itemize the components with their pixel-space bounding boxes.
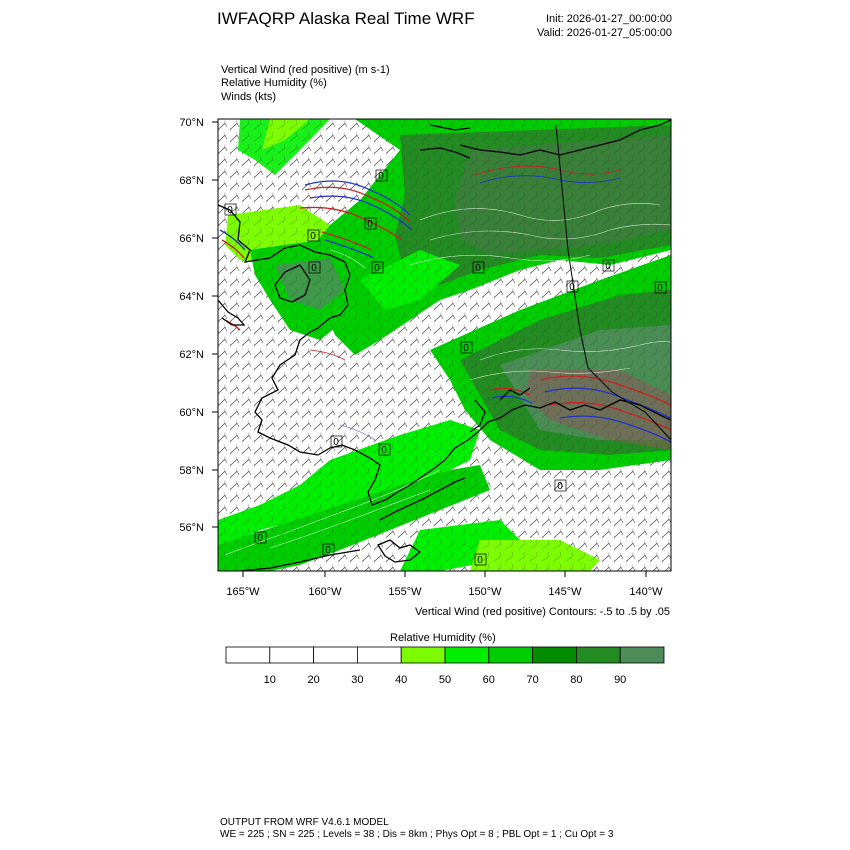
rh-colorbar — [226, 647, 664, 686]
contour-label: 0 — [378, 171, 384, 182]
colorbar-swatch — [489, 647, 533, 663]
lat-label: 58°N — [179, 465, 204, 477]
colorbar-swatch — [445, 647, 489, 663]
lon-label: 150°W — [468, 586, 502, 598]
colorbar-label: 60 — [482, 674, 495, 686]
colorbar-label: 20 — [307, 674, 320, 686]
valid-time: Valid: 2026-01-27_05:00:00 — [537, 27, 672, 39]
lon-label: 160°W — [308, 586, 342, 598]
colorbar-swatch — [270, 647, 314, 663]
contour-label: 0 — [333, 437, 339, 448]
colorbar-title: Relative Humidity (%) — [390, 632, 496, 644]
contour-label: 0 — [367, 219, 373, 230]
contour-label: 0 — [605, 261, 611, 272]
lon-label: 155°W — [388, 586, 422, 598]
contour-label: 0 — [325, 545, 331, 556]
contour-label: 0 — [374, 263, 380, 274]
colorbar-swatch — [533, 647, 577, 663]
model-info-line1: OUTPUT FROM WRF V4.6.1 MODEL — [220, 817, 389, 828]
lon-labels — [226, 586, 663, 598]
colorbar-swatch — [576, 647, 620, 663]
lat-label: 56°N — [179, 522, 204, 534]
colorbar-label: 10 — [263, 674, 276, 686]
colorbar-swatch — [226, 647, 270, 663]
lat-label: 68°N — [179, 175, 204, 187]
contour-note: Vertical Wind (red positive) Contours: -.5 to .5 by .05 — [415, 606, 670, 618]
lon-label: 145°W — [548, 586, 582, 598]
contour-label: 0 — [227, 205, 233, 216]
colorbar-swatch — [401, 647, 445, 663]
colorbar-label: 40 — [395, 674, 408, 686]
lat-label: 64°N — [179, 291, 204, 303]
colorbar-label: 80 — [570, 674, 583, 686]
lon-label: 140°W — [629, 586, 663, 598]
colorbar-swatch — [314, 647, 358, 663]
lat-labels — [179, 117, 204, 534]
contour-label: 0 — [257, 533, 263, 544]
contour-label: 0 — [569, 282, 575, 293]
colorbar-label: 90 — [614, 674, 627, 686]
contour-label: 0 — [463, 343, 469, 354]
contour-label: 0 — [311, 263, 317, 274]
lon-axis — [243, 571, 646, 577]
lat-label: 66°N — [179, 233, 204, 245]
contour-label: 0 — [557, 481, 563, 492]
map-area — [218, 119, 671, 571]
contour-label: 0 — [477, 555, 483, 566]
contour-label: 0 — [475, 263, 481, 274]
lat-axis — [212, 122, 218, 527]
colorbar-label: 50 — [438, 674, 452, 686]
lat-label: 60°N — [179, 407, 204, 419]
colorbar-label: 70 — [526, 674, 539, 686]
lat-label: 62°N — [179, 349, 204, 361]
field-label-winds: Winds (kts) — [221, 91, 276, 103]
contour-label: 0 — [310, 231, 316, 242]
contour-label: 0 — [657, 283, 663, 294]
lat-label: 70°N — [179, 117, 204, 129]
init-time: Init: 2026-01-27_00:00:00 — [546, 13, 672, 25]
model-info-line2: WE = 225 ; SN = 225 ; Levels = 38 ; Dis = 8km ; Phys Opt = 8 ; PBL Opt = 1 ; Cu Opt = 3 — [220, 829, 614, 840]
contour-label: 0 — [381, 445, 387, 456]
chart-title: IWFAQRP Alaska Real Time WRF — [217, 9, 475, 28]
field-label-relative-humidity: Relative Humidity (%) — [221, 77, 327, 89]
colorbar-swatch — [357, 647, 401, 663]
lon-label: 165°W — [226, 586, 260, 598]
colorbar-swatch — [620, 647, 664, 663]
field-label-vertical-wind: Vertical Wind (red positive) (m s-1) — [221, 64, 390, 76]
colorbar-label: 30 — [351, 674, 364, 686]
